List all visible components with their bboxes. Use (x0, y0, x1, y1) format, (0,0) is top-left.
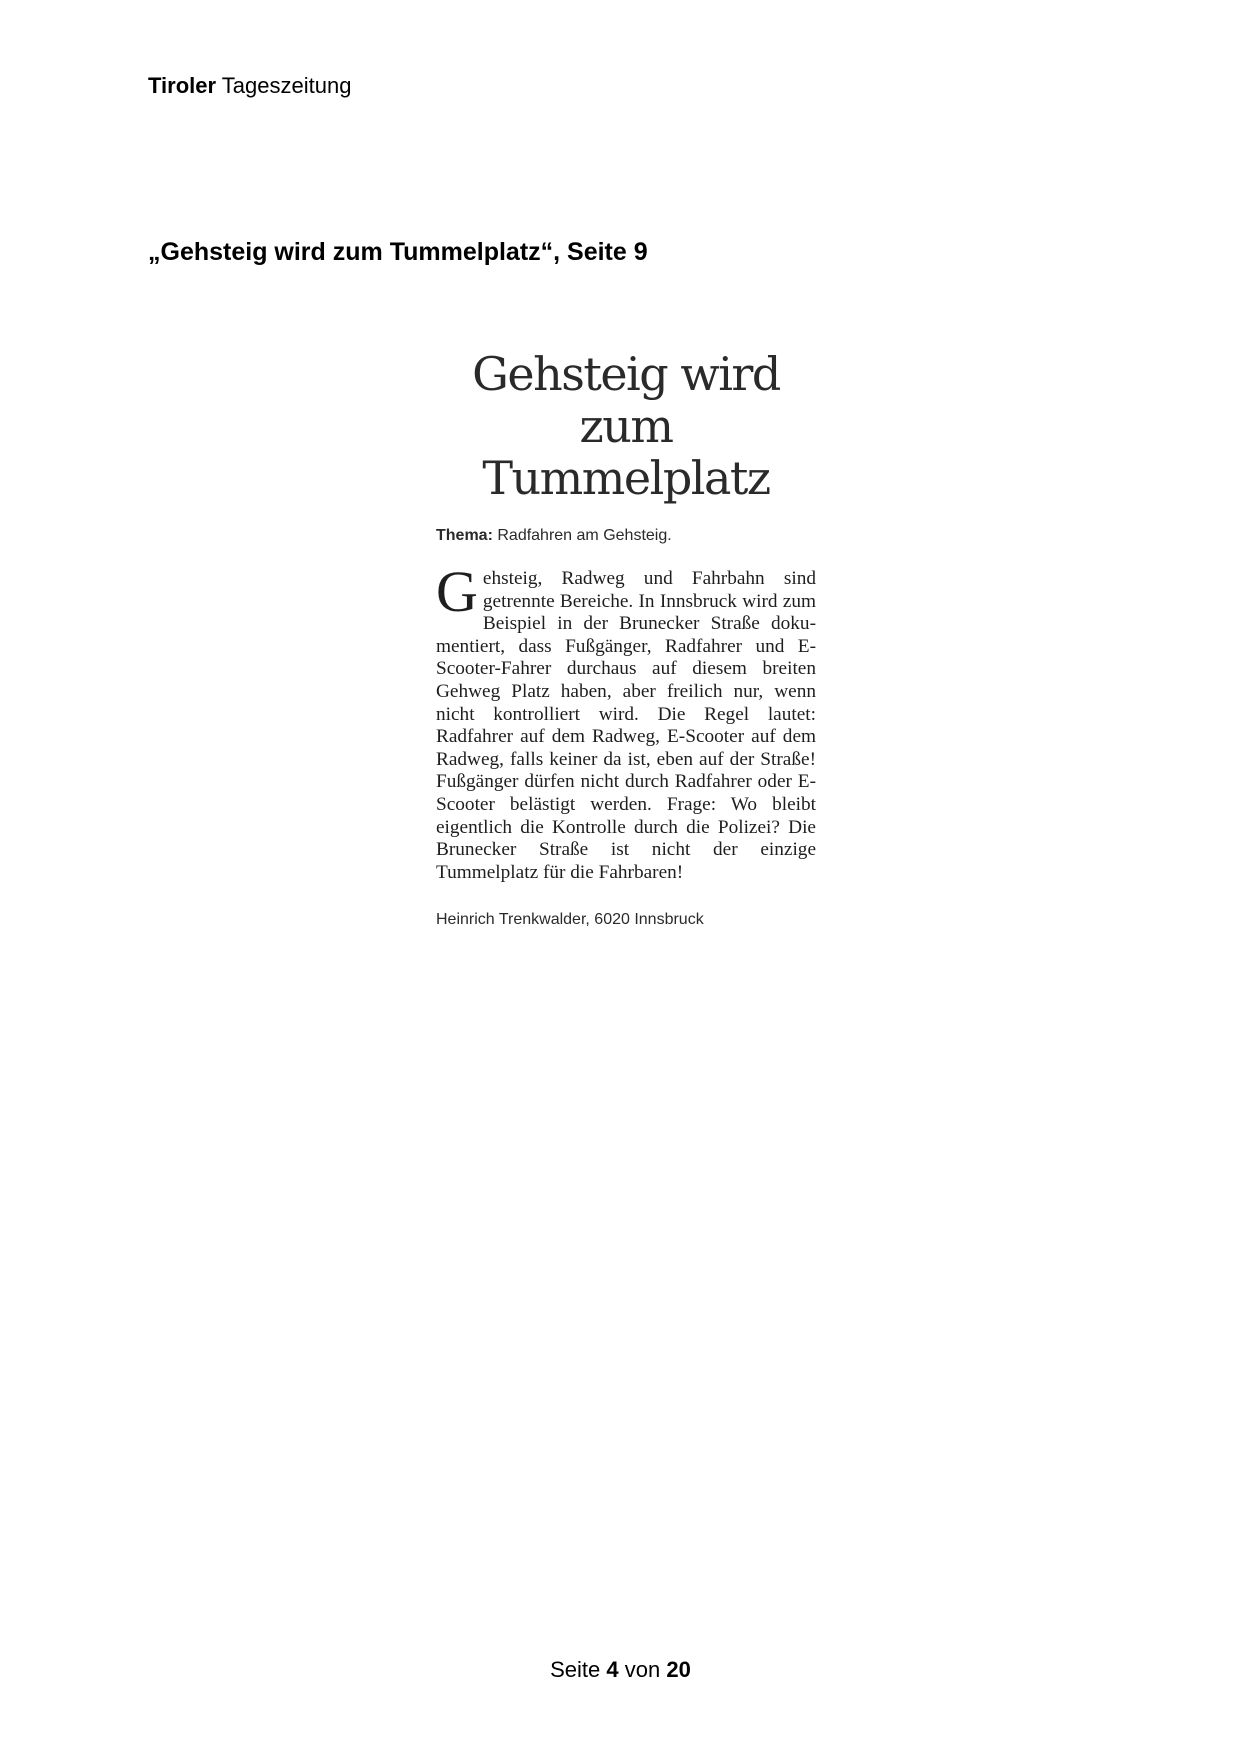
letter-author: Heinrich Trenkwalder, 6020 Innsbruck (436, 911, 704, 929)
topic-text: Radfahren am Gehsteig. (497, 527, 672, 544)
footer-separator: von (624, 1657, 661, 1682)
publication-name-rest: Tageszeitung (221, 73, 352, 98)
footer-total-pages: 20 (666, 1657, 691, 1682)
newspaper-clipping (436, 348, 816, 930)
footer-current-page: 4 (606, 1657, 619, 1682)
page-footer (0, 1656, 1241, 1684)
headline-line-2: Tummelplatz (482, 451, 770, 505)
clipping-headline (436, 348, 816, 504)
headline-line-1: Gehsteig wird zum (472, 347, 780, 453)
article-reference-title: „Gehsteig wird zum Tummelplatz“, Seite 9 (148, 238, 648, 266)
topic-label: Thema: (436, 527, 493, 544)
letter-body-text: ehsteig, Radweg und Fahrbahn sind getrennte Bereiche. In Innsbruck wird zum Beispiel in der Brunecker Straße dokumentiert, dass Fußgänger, Radfahrer und E-Scooter-Fahrer durchaus auf diesem breiten Gehweg Platz haben, aber freilich nur, wenn nicht kontrolliert wird. Die Regel lautet: Radfahrer auf dem Radweg, E-Scooter auf dem Radweg, falls keiner da ist, eben auf der Straße! Fußgänger dürfen nicht durch Radfahrer oder E-Scooter belästigt werden. Frage: Wo bleibt eigentlich die Kontrolle durch die Polizei? Die Brunecker Straße ist nicht der einzige Tummelplatz für die Fahrbaren! (436, 568, 816, 883)
drop-cap: G (436, 559, 478, 624)
topic-line (436, 526, 816, 546)
letter-body (436, 559, 816, 884)
footer-prefix: Seite (550, 1657, 601, 1682)
publication-name-bold: Tiroler (148, 73, 217, 98)
publication-name (148, 72, 351, 100)
